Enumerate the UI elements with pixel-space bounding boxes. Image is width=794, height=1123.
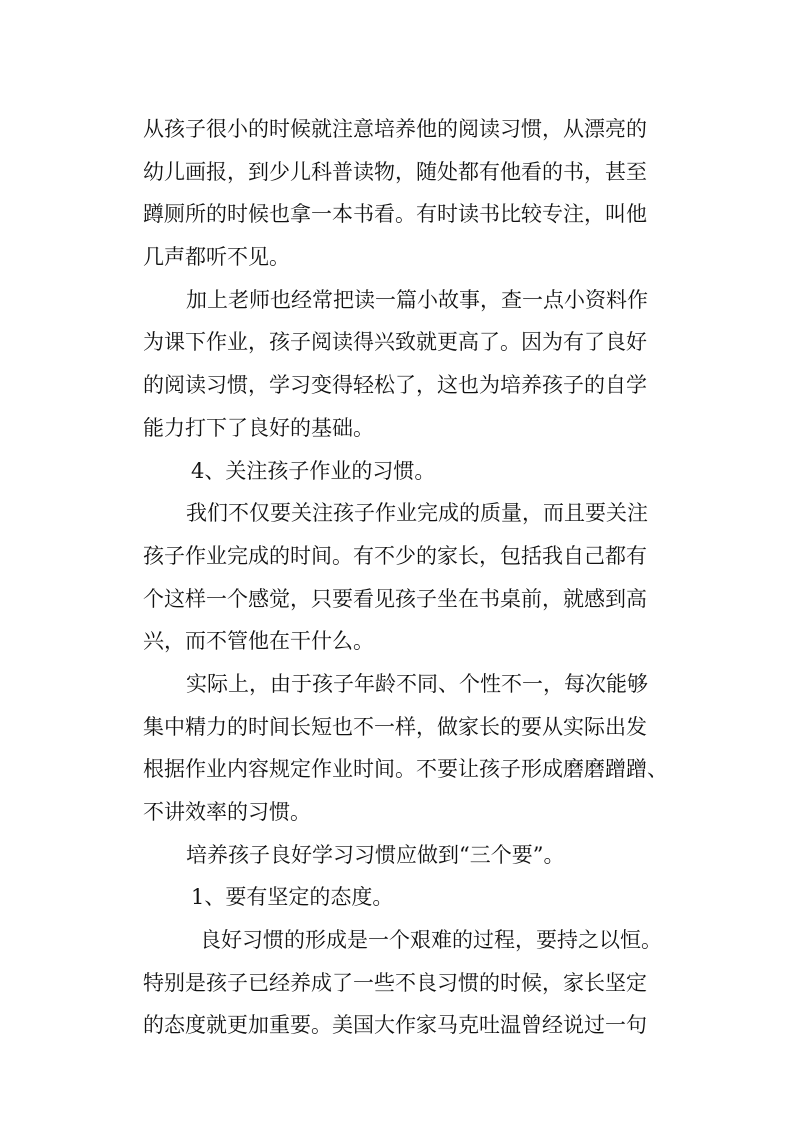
text-line: 的阅读习惯，学习变得轻松了，这也为培养孩子的自学	[143, 373, 647, 398]
text-line: 幼儿画报，到少儿科普读物，随处都有他看的书，甚至	[143, 159, 647, 184]
paragraph-first-line: 我们不仅要关注孩子作业完成的质量，而且要关注	[186, 501, 648, 526]
text-line: 的态度就更加重要。美国大作家马克吐温曾经说过一句	[143, 1013, 647, 1038]
paragraph-first-line: 良好习惯的形成是一个艰难的过程，要持之以恒。	[200, 928, 662, 953]
text-line: 能力打下了良好的基础。	[143, 415, 374, 440]
text-line: 从孩子很小的时候就注意培养他的阅读习惯，从漂亮的	[143, 117, 647, 141]
text-line: 根据作业内容规定作业时间。不要让孩子形成磨磨蹭蹭、	[143, 757, 668, 782]
section-heading: 培养孩子良好学习习惯应做到“三个要”。	[186, 842, 565, 867]
text-line: 个这样一个感觉，只要看见孩子坐在书桌前，就感到高	[143, 586, 647, 611]
text-line: 为课下作业，孩子阅读得兴致就更高了。因为有了良好	[143, 330, 647, 355]
text-line: 几声都听不见。	[143, 245, 290, 270]
text-line: 不讲效率的习惯。	[143, 800, 311, 824]
text-line: 孩子作业完成的时间。有不少的家长，包括我自己都有	[143, 543, 647, 568]
text-line: 蹲厕所的时候也拿一本书看。有时读书比较专注，叫他	[143, 202, 647, 227]
text-line: 兴，而不管他在干什么。	[143, 629, 374, 654]
paragraph-first-line: 加上老师也经常把读一篇小故事，查一点小资料作	[186, 287, 648, 312]
text-line: 集中精力的时间长短也不一样，做家长的要从实际出发	[143, 714, 647, 739]
document-body	[143, 108, 683, 1047]
section-heading: 1、要有坚定的态度。	[191, 885, 394, 910]
text-line: 特别是孩子已经养成了一些不良习惯的时候，家长坚定	[143, 970, 647, 995]
section-heading: 4、关注孩子作业的习惯。	[191, 458, 436, 483]
paragraph-first-line: 实际上，由于孩子年龄不同、个性不一，每次能够	[186, 671, 648, 696]
